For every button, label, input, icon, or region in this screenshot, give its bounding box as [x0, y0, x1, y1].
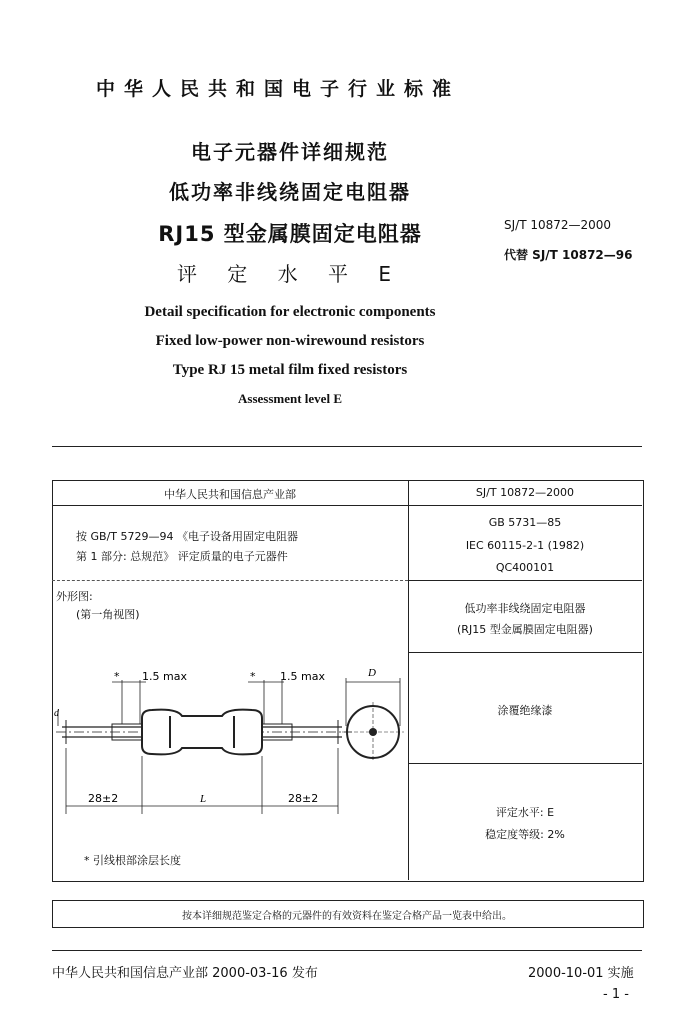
header-divider — [52, 446, 642, 447]
lead-diameter-label: d — [54, 708, 59, 719]
effective-date: 2000-10-01 实施 — [528, 966, 634, 981]
coating-cell: 涂覆绝缘漆 — [497, 704, 553, 717]
table-row-divider — [52, 580, 408, 581]
diameter-label: D — [368, 667, 376, 679]
spec-code-cell: SJ/T 10872—2000 — [475, 486, 575, 499]
resistor-body — [142, 710, 262, 755]
stability-class-cell: 稳定度等级: 2% — [485, 828, 565, 841]
english-title-4: Assessment level E — [238, 391, 342, 406]
table-row-divider — [408, 652, 642, 653]
publish-info: 中华人民共和国信息产业部 2000-03-16 发布 — [52, 966, 318, 981]
basis-line-1: 按 GB/T 5729—94 《电子设备用固定电阻器 — [76, 530, 298, 543]
note-text: 按本详细规范鉴定合格的元器件的有效资料在鉴定合格产品一览表中给出。 — [182, 911, 512, 922]
english-title-2: Fixed low-power non-wirewound resistors — [155, 333, 425, 349]
table-row-divider — [52, 505, 642, 506]
footer-divider — [52, 950, 642, 951]
assessment-level-cell: 评定水平: E — [495, 806, 555, 819]
replaces-code: 代替 SJ/T 10872—96 — [504, 248, 633, 262]
body-length-label: L — [200, 793, 207, 805]
lead-dim-right-label: 28±2 — [288, 792, 319, 805]
coating-star-right: * — [250, 670, 256, 683]
footnote: * 引线根部涂层长度 — [84, 854, 181, 867]
english-title-1: Detail specification for electronic components — [144, 304, 436, 320]
product-name: 低功率非线绕固定电阻器 — [464, 602, 586, 615]
ref-iec: IEC 60115-2-1 (1982) — [465, 539, 585, 552]
coating-dim-left-label: 1.5 max — [142, 670, 187, 683]
page-number: - 1 - — [603, 987, 629, 1002]
standard-code: SJ/T 10872—2000 — [504, 218, 612, 232]
coating-star-left: * — [114, 670, 120, 683]
table-row-divider — [408, 763, 642, 764]
title-line-3: RJ15 型金属膜固定电阻器 — [158, 222, 422, 246]
outline-view: (第一角视图) — [76, 608, 140, 621]
ref-gb: GB 5731—85 — [488, 516, 562, 529]
title-line-1: 电子元器件详细规范 — [191, 140, 389, 164]
english-title-3: Type RJ 15 metal film fixed resistors — [172, 362, 408, 378]
outline-label: 外形图: — [56, 590, 93, 603]
table-row-divider — [408, 580, 642, 581]
resistor-outline-drawing — [52, 640, 408, 840]
title-line-4: 评 定 水 平 E — [176, 262, 404, 286]
title-line-2: 低功率非线绕固定电阻器 — [169, 180, 411, 204]
standard-org-heading: 中华人民共和国电子行业标准 — [96, 78, 461, 100]
basis-line-2: 第 1 部分: 总规范》 评定质量的电子元器件 — [76, 550, 288, 563]
coating-dim-right-label: 1.5 max — [280, 670, 325, 683]
product-type: (RJ15 型金属膜固定电阻器) — [457, 623, 593, 636]
issuer-cell: 中华人民共和国信息产业部 — [164, 488, 296, 501]
lead-dim-left-label: 28±2 — [88, 792, 119, 805]
ref-qc: QC400101 — [495, 561, 555, 574]
